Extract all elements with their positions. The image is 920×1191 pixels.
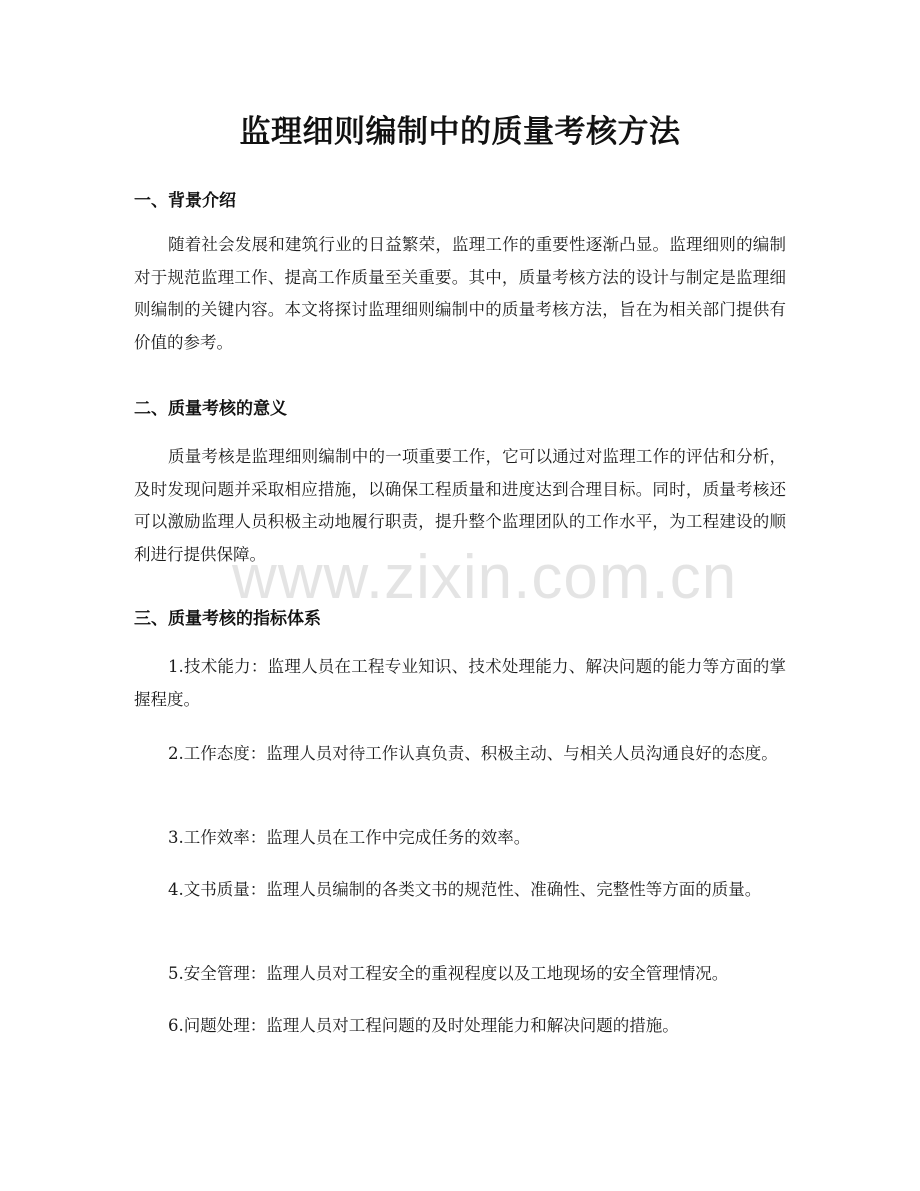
watermark-text: www.zixin.com.cn [232, 543, 738, 612]
indicator-item-work-efficiency: 3.工作效率：监理人员在工作中完成任务的效率。 [168, 828, 531, 847]
section-heading-significance: 二、质量考核的意义 [134, 399, 287, 419]
indicator-item-safety-management: 5.安全管理：监理人员对工程安全的重视程度以及工地现场的安全管理情况。 [168, 964, 729, 983]
indicator-item-technical-ability: 1.技术能力：监理人员在工程专业知识、技术处理能力、解决问题的能力等方面的掌握程度。 [134, 657, 786, 709]
section-heading-background: 一、背景介绍 [134, 191, 236, 211]
document-title: 监理细则编制中的质量考核方法 [239, 114, 681, 150]
paragraph-significance: 质量考核是监理细则编制中的一项重要工作，它可以通过对监理工作的评估和分析，及时发现问题并采取相应措施，以确保工程质量和进度达到合理目标。同时，质量考核还可以激励监理人员积极主动地履行职责，提升整个监理团队的工作水平，为工程建设的顺利进行提供保障。 [134, 447, 786, 564]
indicator-item-work-attitude: 2.工作态度：监理人员对待工作认真负责、积极主动、与相关人员沟通良好的态度。 [168, 744, 778, 763]
indicator-item-document-quality: 4.文书质量：监理人员编制的各类文书的规范性、准确性、完整性等方面的质量。 [168, 880, 762, 899]
section-heading-indicator-system: 三、质量考核的指标体系 [134, 609, 321, 629]
indicator-item-problem-handling: 6.问题处理：监理人员对工程问题的及时处理能力和解决问题的措施。 [168, 1016, 679, 1035]
paragraph-background: 随着社会发展和建筑行业的日益繁荣，监理工作的重要性逐渐凸显。监理细则的编制对于规范监理工作、提高工作质量至关重要。其中，质量考核方法的设计与制定是监理细则编制的关键内容。本文将探讨监理细则编制中的质量考核方法，旨在为相关部门提供有价值的参考。 [134, 235, 786, 352]
